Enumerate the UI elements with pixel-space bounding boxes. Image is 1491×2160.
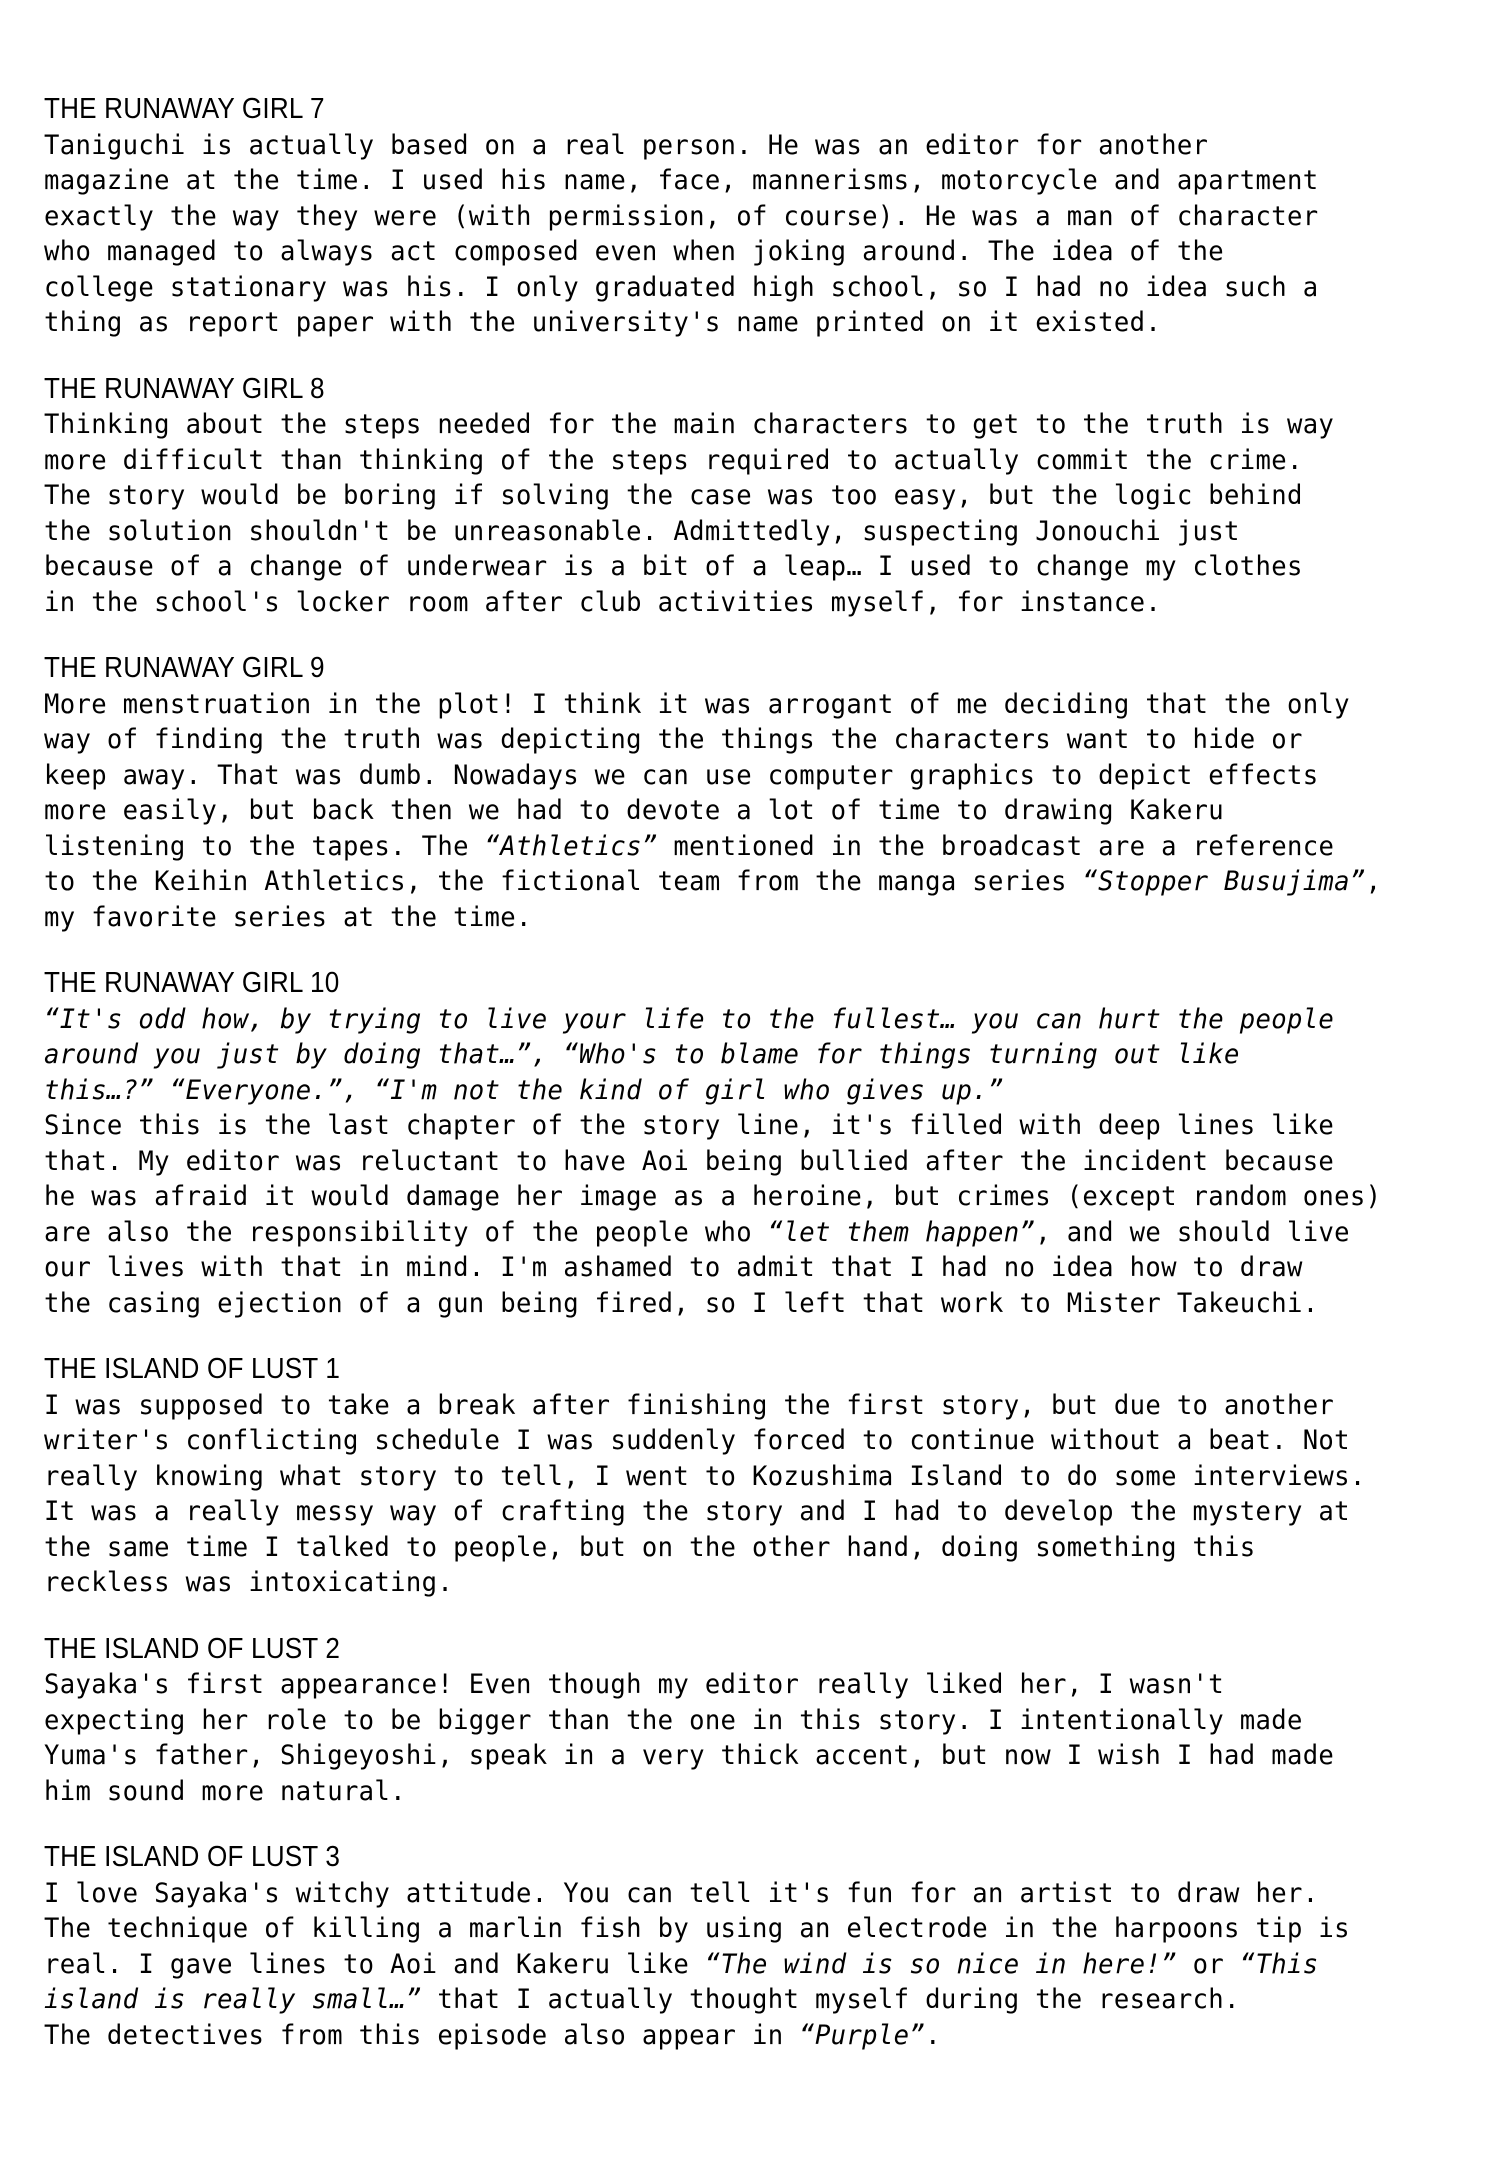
- text-segment: really knowing what story to tell, I went to Kozushima Island to do some interviews.: [44, 1460, 1366, 1492]
- document-page: [44, 92, 1464, 2084]
- text-line: [44, 687, 1414, 723]
- section-the-runaway-girl-10: [44, 966, 1464, 1321]
- text-line: [44, 1947, 1414, 1983]
- text-segment: he was afraid it would damage her image as a heroine, but crimes (except random ones): [44, 1181, 1382, 1212]
- text-segment: in the school's locker room after club activities myself, for instance.: [44, 586, 1162, 618]
- text-segment: mentioned in the broadcast are a reference: [657, 830, 1335, 862]
- text-line: [44, 1774, 1414, 1810]
- text-segment: him sound more natural.: [44, 1775, 406, 1807]
- text-line: [44, 1286, 1414, 1322]
- text-segment: college stationary was his. I only graduated high school, so I had no idea such a: [44, 271, 1319, 303]
- section-the-island-of-lust-1: [44, 1352, 1464, 1601]
- section-title: THE RUNAWAY GIRL 8: [44, 372, 325, 405]
- text-line: [44, 1002, 1414, 1038]
- text-segment: our lives with that in mind. I'm ashamed to admit that I had no idea how to draw: [44, 1252, 1303, 1283]
- text-line: [44, 163, 1414, 199]
- italic-text-segment: “It's odd how, by trying to live your life to the fullest… you can hurt the people: [44, 1003, 1335, 1035]
- text-line: [44, 1982, 1414, 2018]
- text-line: [44, 514, 1414, 550]
- text-line: [44, 443, 1414, 479]
- text-segment: are also the responsibility of the people who: [44, 1216, 768, 1248]
- italic-text-segment: “Athletics”: [484, 830, 658, 862]
- text-line: [44, 1037, 1414, 1073]
- italic-text-segment: “Purple”: [799, 2019, 926, 2051]
- text-line: [44, 1388, 1414, 1424]
- text-line: [44, 305, 1414, 341]
- text-segment: my favorite series at the time.: [44, 901, 532, 933]
- text-line: [44, 1703, 1414, 1739]
- text-segment: The technique of killing a marlin fish by using an electrode in the harpoons tip is: [44, 1913, 1350, 1944]
- text-segment: thing as report paper with the university's name printed on it existed.: [44, 307, 1162, 338]
- text-segment: magazine at the time. I used his name, face, mannerisms, motorcycle and apartment: [44, 165, 1319, 196]
- text-segment: Since this is the last chapter of the story line, it's filled with deep lines like: [44, 1110, 1335, 1141]
- text-line: [44, 2018, 1414, 2054]
- italic-text-segment: around you just by doing that…”, “Who's to blame for things turning out like: [44, 1039, 1240, 1070]
- text-segment: that I actually thought myself during the research.: [421, 1984, 1240, 2015]
- text-segment: Thinking about the steps needed for the main characters to get to the truth is way: [44, 409, 1335, 440]
- text-segment: because of a change of underwear is a bit of a leap… I used to change my clothes: [44, 551, 1303, 582]
- text-line: [44, 1073, 1414, 1109]
- text-segment: who managed to always act composed even when joking around. The idea of the: [44, 236, 1225, 267]
- text-line: [44, 1738, 1414, 1774]
- text-segment: more difficult than thinking of the steps required to actually commit the crime.: [44, 444, 1303, 476]
- text-line: [44, 478, 1414, 514]
- text-line: [44, 1911, 1414, 1947]
- text-segment: writer's conflicting schedule I was suddenly forced to continue without a beat. Not: [44, 1425, 1350, 1456]
- text-segment: that. My editor was reluctant to have Aoi being bullied after the incident because: [44, 1145, 1335, 1177]
- text-segment: expecting her role to be bigger than the one in this story. I intentionally made: [44, 1704, 1303, 1736]
- section-title: THE RUNAWAY GIRL 9: [44, 652, 325, 684]
- text-segment: ,: [1365, 866, 1382, 897]
- text-segment: .: [925, 2019, 941, 2051]
- text-segment: The detectives from this episode also appear in: [44, 2019, 800, 2051]
- text-segment: The story would be boring if solving the case was too easy, but the logic behind: [44, 480, 1303, 511]
- text-line: [44, 1459, 1414, 1495]
- text-line: [44, 407, 1414, 443]
- text-segment: Yuma's father, Shigeyoshi, speak in a very thick accent, but now I wish I had made: [44, 1740, 1335, 1771]
- text-line: [44, 1667, 1414, 1703]
- text-line: [44, 758, 1414, 794]
- text-line: [44, 1215, 1414, 1251]
- text-line: [44, 549, 1414, 585]
- text-line: [44, 234, 1414, 270]
- text-line: [44, 1530, 1414, 1566]
- text-segment: the same time I talked to people, but on the other hand, doing something this: [44, 1531, 1256, 1563]
- text-segment: more easily, but back then we had to devote a lot of time to drawing Kakeru: [44, 795, 1225, 826]
- text-segment: to the Keihin Athletics, the fictional team from the manga series: [44, 866, 1083, 897]
- italic-text-segment: “Stopper Busujima”: [1082, 866, 1366, 897]
- italic-text-segment: “This: [1239, 1948, 1319, 1980]
- text-line: [44, 1108, 1414, 1144]
- text-line: [44, 128, 1414, 164]
- section-the-runaway-girl-9: [44, 651, 1464, 935]
- text-segment: reckless was intoxicating.: [44, 1567, 454, 1598]
- text-line: [44, 1250, 1414, 1286]
- italic-text-segment: this…?” “Everyone.”, “I'm not the kind of girl who gives up.”: [44, 1074, 1004, 1106]
- text-segment: exactly the way they were (with permission, of course). He was a man of character: [44, 200, 1319, 232]
- text-segment: It was a really messy way of crafting the story and I had to develop the mystery at: [44, 1496, 1350, 1527]
- text-segment: the solution shouldn't be unreasonable. Admittedly, suspecting Jonouchi just: [44, 515, 1240, 547]
- text-segment: Sayaka's first appearance! Even though my editor really liked her, I wasn't: [44, 1669, 1225, 1700]
- text-segment: listening to the tapes. The: [44, 830, 485, 862]
- section-title: THE RUNAWAY GIRL 7: [44, 93, 325, 125]
- section-the-runaway-girl-8: [44, 372, 1464, 621]
- section-the-runaway-girl-7: [44, 92, 1464, 341]
- text-line: [44, 1144, 1414, 1180]
- text-line: [44, 1494, 1414, 1530]
- section-the-island-of-lust-3: [44, 1840, 1464, 2053]
- text-segment: Taniguchi is actually based on a real person. He was an editor for another: [44, 129, 1209, 161]
- italic-text-segment: “let them happen”: [767, 1216, 1036, 1248]
- section-title: THE ISLAND OF LUST 3: [44, 1841, 341, 1873]
- text-line: [44, 829, 1414, 865]
- text-segment: keep away. That was dumb. Nowadays we can use computer graphics to depict effects: [44, 759, 1319, 791]
- text-line: [44, 722, 1414, 758]
- text-line: [44, 864, 1414, 900]
- text-segment: I was supposed to take a break after finishing the first story, but due to another: [44, 1389, 1335, 1421]
- text-line: [44, 793, 1414, 829]
- section-the-island-of-lust-2: [44, 1632, 1464, 1810]
- text-line: [44, 1565, 1414, 1601]
- section-title: THE RUNAWAY GIRL 10: [44, 967, 340, 999]
- text-line: [44, 270, 1414, 306]
- text-segment: way of finding the truth was depicting the things the characters want to hide or: [44, 724, 1303, 755]
- text-segment: I love Sayaka's witchy attitude. You can tell it's fun for an artist to draw her.: [44, 1877, 1319, 1909]
- text-line: [44, 1179, 1414, 1215]
- section-title: THE ISLAND OF LUST 1: [44, 1353, 341, 1385]
- text-line: [44, 1423, 1414, 1459]
- text-segment: real. I gave lines to Aoi and Kakeru like: [44, 1948, 705, 1980]
- text-line: [44, 900, 1414, 936]
- text-segment: More menstruation in the plot! I think it was arrogant of me deciding that the only: [44, 688, 1350, 720]
- text-line: [44, 585, 1414, 621]
- italic-text-segment: “The wind is so nice in here!”: [704, 1948, 1177, 1980]
- text-segment: , and we should live: [1035, 1216, 1350, 1248]
- section-title: THE ISLAND OF LUST 2: [44, 1632, 341, 1665]
- text-segment: or: [1176, 1948, 1240, 1980]
- text-line: [44, 199, 1414, 235]
- italic-text-segment: island is really small…”: [44, 1984, 422, 2015]
- text-segment: the casing ejection of a gun being fired, so I left that work to Mister Takeuchi.: [44, 1287, 1319, 1319]
- text-line: [44, 1876, 1414, 1912]
